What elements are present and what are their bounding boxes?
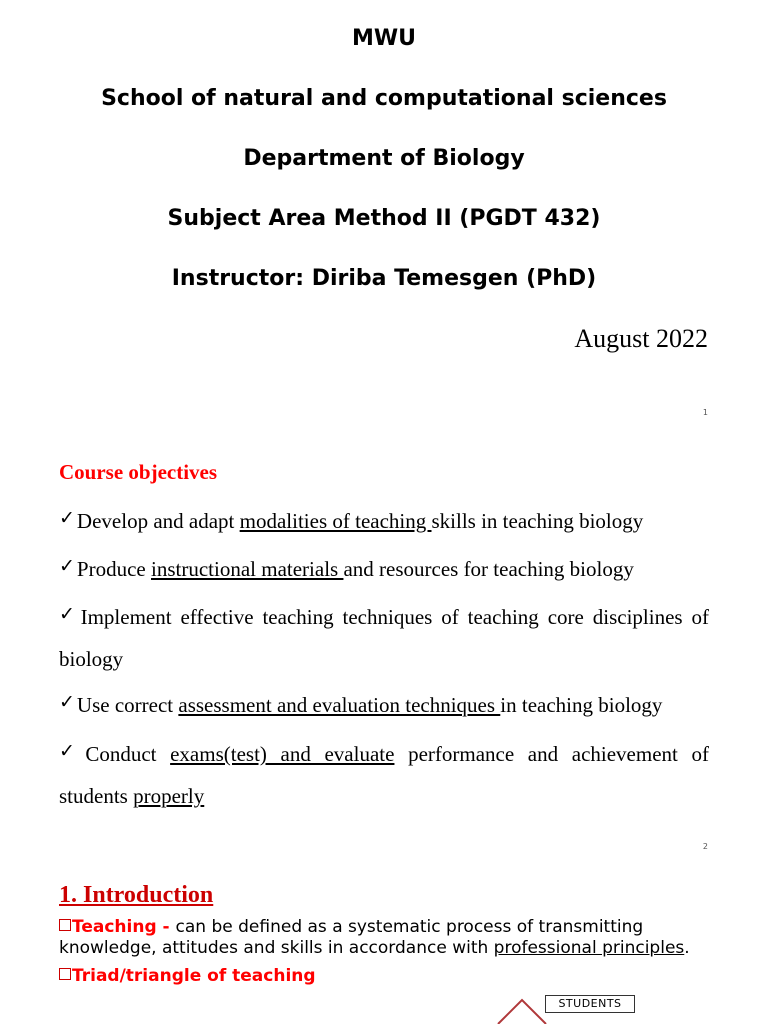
students-box: STUDENTS <box>545 995 635 1013</box>
underlined-term: properly <box>133 784 205 808</box>
university-name: MWU <box>351 26 417 51</box>
course-title: Subject Area Method II (PGDT 432) <box>167 206 601 231</box>
page-number-2: 2 <box>702 842 708 851</box>
checkmark-icon: ✓ <box>59 556 75 577</box>
underlined-term: assessment and evaluation techniques <box>178 693 501 717</box>
checkmark-icon: ✓ <box>59 604 79 625</box>
bullet-box-icon <box>59 968 71 980</box>
objective-item: ✓Implement effective teaching techniques of teaching core disciplines of biology <box>59 604 709 671</box>
checkmark-icon: ✓ <box>59 508 75 529</box>
date: August 2022 <box>574 324 708 353</box>
introduction-heading: 1. Introduction <box>59 882 214 908</box>
bullet-box-icon <box>59 919 71 931</box>
underlined-term: exams(test) and evaluate <box>170 742 395 766</box>
objective-item: ✓Produce instructional materials and resources for teaching biology <box>59 556 634 581</box>
objectives-heading: Course objectives <box>59 460 218 484</box>
underlined-term: professional principles <box>493 938 685 958</box>
objective-item: ✓Use correct assessment and evaluation techniques in teaching biology <box>59 692 663 717</box>
page-number-1: 1 <box>702 408 708 417</box>
teaching-term: Teaching <box>72 917 157 937</box>
underlined-term: modalities of teaching <box>239 509 432 533</box>
underlined-term: instructional materials <box>151 557 344 581</box>
school-name: School of natural and computational sciences <box>101 86 667 111</box>
triad-item <box>59 966 316 986</box>
objective-item: ✓Conduct exams(test) and evaluate performance and achievement of students properly <box>59 741 709 808</box>
objective-item: ✓Develop and adapt modalities of teaching skills in teaching biology <box>59 508 644 533</box>
triad-label: Triad/triangle of teaching <box>72 966 316 986</box>
teaching-definition: Teaching - can be defined as a systematic process of transmitting knowledge, attitudes and skills in accordance with professional principles. <box>59 917 690 958</box>
department-name: Department of Biology <box>243 146 525 171</box>
checkmark-icon: ✓ <box>59 741 84 762</box>
triangle-apex-icon <box>498 1000 546 1024</box>
instructor-name: Instructor: Diriba Temesgen (PhD) <box>171 266 597 291</box>
checkmark-icon: ✓ <box>59 692 75 713</box>
